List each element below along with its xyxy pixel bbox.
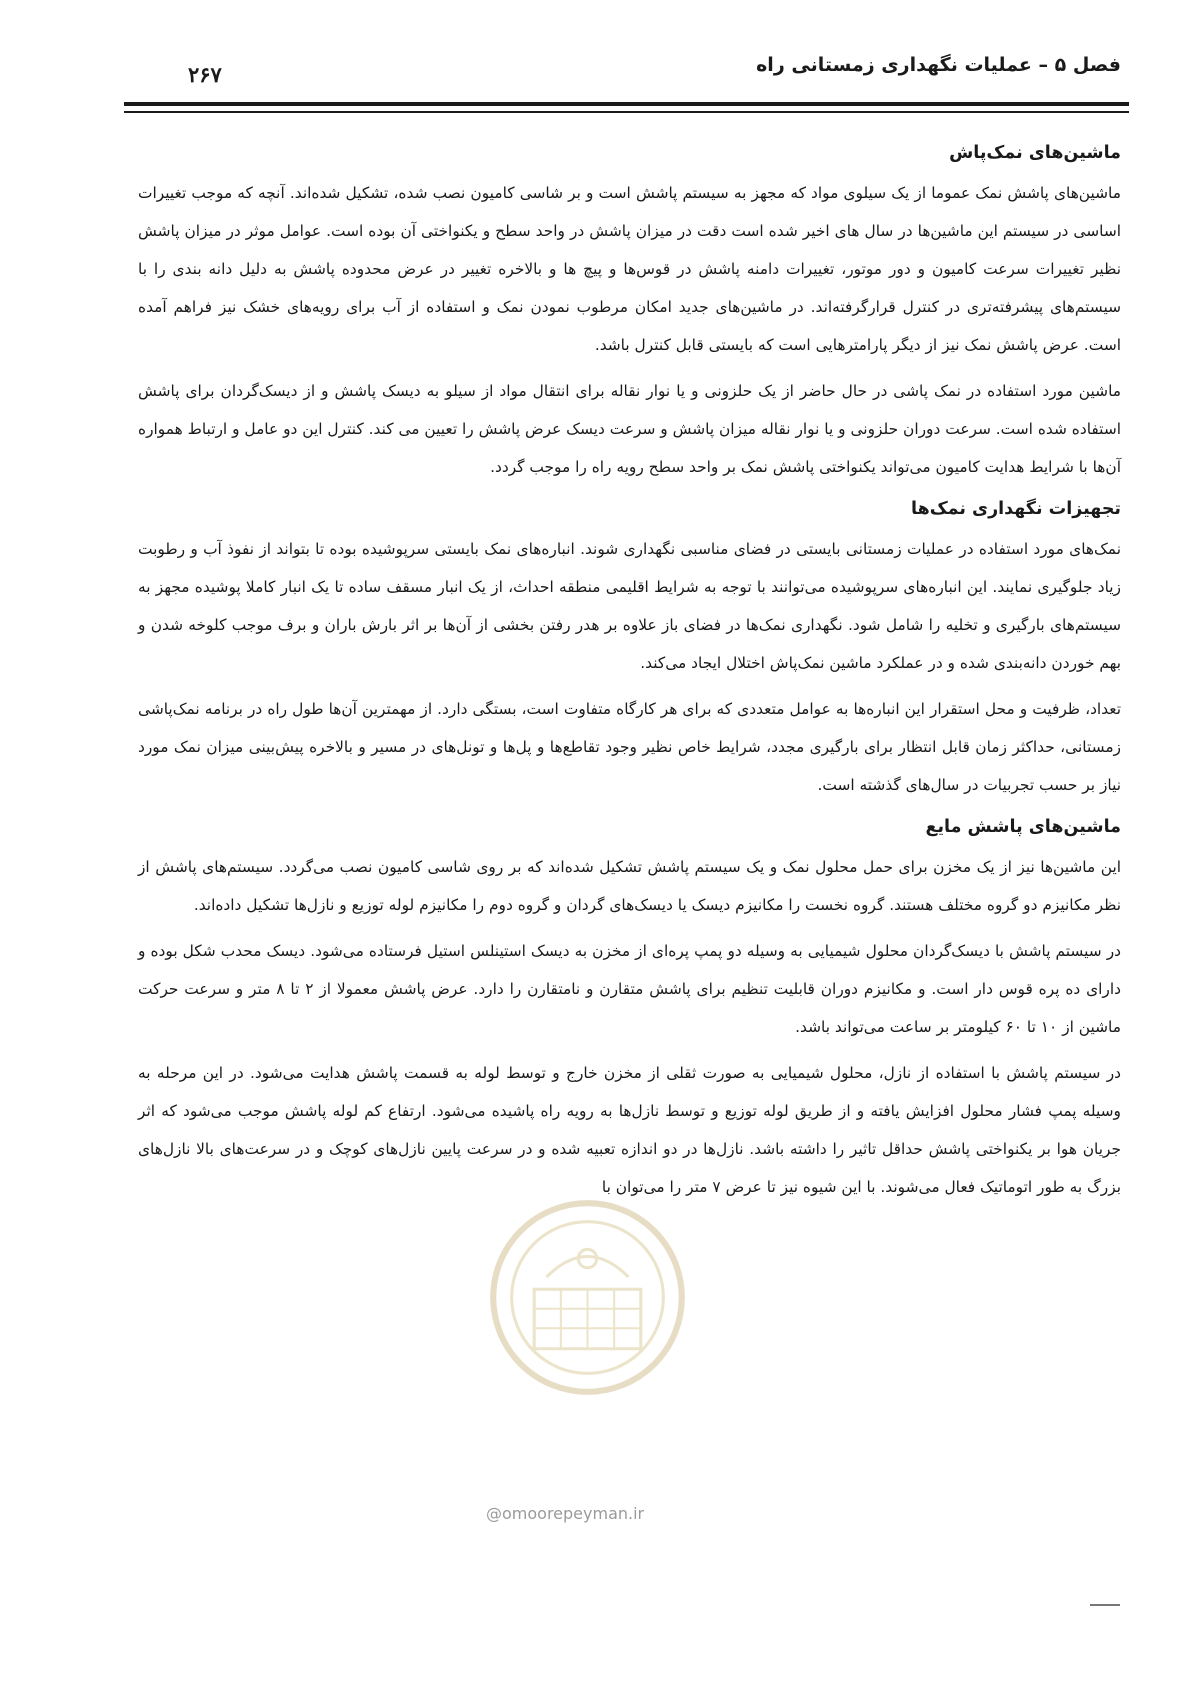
paragraph: در سیستم پاشش با دیسک‌گردان محلول شیمیایی به وسیله دو پمپ پره‌ای از مخزن به دیسک استینلس استیل فرستاده می‌شود. دیسک محدب شکل بوده و دارای ده پره قوس دار است. و مکانیزم دوران قابلیت تنظیم برای پاشش متقارن و نامتقارن را دارد. عرض پاشش معمولا از ۲ تا ۸ متر و سرعت حرکت ماشین از ۱۰ تا ۶۰ کیلومتر بر ساعت می‌تواند باشد.	[138, 942, 1121, 1036]
header-rule-thin	[124, 111, 1129, 113]
scan-mark	[1090, 1604, 1120, 1606]
header-rule-thick	[124, 102, 1129, 106]
section-liquid-sprayers	[138, 812, 1121, 1206]
section-salt-spreaders	[138, 138, 1121, 486]
paragraph: تعداد، ظرفیت و محل استقرار این انباره‌ها به عوامل متعددی که برای هر کارگاه متفاوت است، بستگی دارد. از مهمترین آن‌ها طول راه در برنامه نمک‌پاشی زمستانی، حداکثر زمان قابل انتظار برای بارگیری مجدد، شرایط خاص نظیر وجود تقاطع‌ها و پل‌ها و تونل‌های در مسیر و بالاخره پیش‌بینی میزان نمک مورد نیاز بر حسب تجربیات در سال‌های گذشته است.	[138, 700, 1121, 794]
seal-logo-icon	[485, 1195, 690, 1400]
section-heading: ماشین‌های نمک‌پاش	[949, 143, 1121, 163]
page-header	[126, 48, 1121, 92]
section-heading: تجهیزات نگهداری نمک‌ها	[911, 499, 1121, 519]
chapter-title: فصل ۵ – عملیات نگهداری زمستانی راه	[756, 54, 1121, 76]
paragraph: این ماشین‌ها نیز از یک مخزن برای حمل محلول نمک و یک سیستم پاشش تشکیل شده‌اند که بر روی شاسی کامیون نصب می‌گردد. سیستم‌های پاشش از نظر مکانیزم دو گروه مختلف هستند. گروه نخست را مکانیزم دیسک یا دیسک‌های گردان و گروه دوم را مکانیزم لوله توزیع و نازل‌ها تشکیل داده‌اند.	[138, 858, 1121, 914]
section-salt-storage	[138, 494, 1121, 804]
paragraph: در سیستم پاشش با استفاده از نازل، محلول شیمیایی به صورت ثقلی از مخزن خارج و توسط لوله به قسمت پاشش هدایت می‌شود. در این مرحله به وسیله پمپ فشار محلول افزایش یافته و از طریق لوله توزیع و توسط نازل‌ها به رویه راه پاشیده می‌شود. ارتفاع کم لوله پاشش موجب می‌شود که اثر جریان هوا بر یکنواختی پاشش حداقل تاثیر را داشته باشد. نازل‌ها در دو اندازه تعبیه شده و در سرعت پایین نازل‌های کوچک و در سرعت‌های بالا نازل‌های بزرگ به طور اتوماتیک فعال می‌شوند. با این شیوه نیز تا عرض ۷ متر را می‌توان با	[138, 1064, 1121, 1196]
page-body	[138, 138, 1121, 1214]
watermark-url: @omoorepeyman.ir	[486, 1504, 645, 1523]
page-number: ۲۶۷	[188, 62, 222, 87]
paragraph: ماشین مورد استفاده در نمک پاشی در حال حاضر از یک حلزونی و یا نوار نقاله برای انتقال مواد از سیلو به دیسک پاشش و از دیسک‌گردان برای پاشش استفاده شده است. سرعت دوران حلزونی و یا نوار نقاله میزان پاشش و سرعت دیسک عرض پاشش را تعیین می کند. کنترل این دو عامل و ارتباط همواره آن‌ها با شرایط هدایت کامیون می‌تواند یکنواختی پاشش نمک بر واحد سطح رویه راه را موجب گردد.	[138, 382, 1121, 476]
paragraph: ماشین‌های پاشش نمک عموما از یک سیلوی مواد که مجهز به سیستم پاشش است و بر شاسی کامیون نصب شده، تشکیل شده‌اند. آنچه که موجب تغییرات اساسی در سیستم این ماشین‌ها در سال های اخیر شده است دقت در میزان پاشش در واحد سطح و یکنواختی آن بوده است. عوامل موثر در میزان پاشش نظیر تغییرات سرعت کامیون و دور موتور، تغییرات دامنه پاشش در قوس‌ها و پیچ ها و بالاخره تغییر در عرض محدوده پاشش به دلیل دانه بندی را با سیستم‌های پیشرفته‌تری در کنترل قرارگرفته‌اند. در ماشین‌های جدید امکان مرطوب نمودن نمک و استفاده از آب برای رویه‌های خشک نیز فراهم آمده است. عرض پاشش نمک نیز از دیگر پارامترهایی است که بایستی قابل کنترل باشد.	[138, 184, 1121, 354]
paragraph: نمک‌های مورد استفاده در عملیات زمستانی بایستی در فضای مناسبی نگهداری شوند. انباره‌های نمک بایستی سرپوشیده بوده تا بتواند از نفوذ آب و رطوبت زیاد جلوگیری نمایند. این انباره‌های سرپوشیده می‌توانند با توجه به شرایط اقلیمی منطقه احداث، از یک انبار مسقف ساده تا یک انبار کاملا پوشیده مجهز به سیستم‌های بارگیری و تخلیه را شامل شود. نگهداری نمک‌ها در فضای باز علاوه بر هدر رفتن بخشی از آن‌ها بر اثر بارش باران و برف موجب کلوخه شدن و بهم خوردن دانه‌بندی شده و در عملکرد ماشین نمک‌پاش اختلال ایجاد می‌کند.	[138, 540, 1121, 672]
section-heading: ماشین‌های پاشش مایع	[925, 817, 1121, 837]
